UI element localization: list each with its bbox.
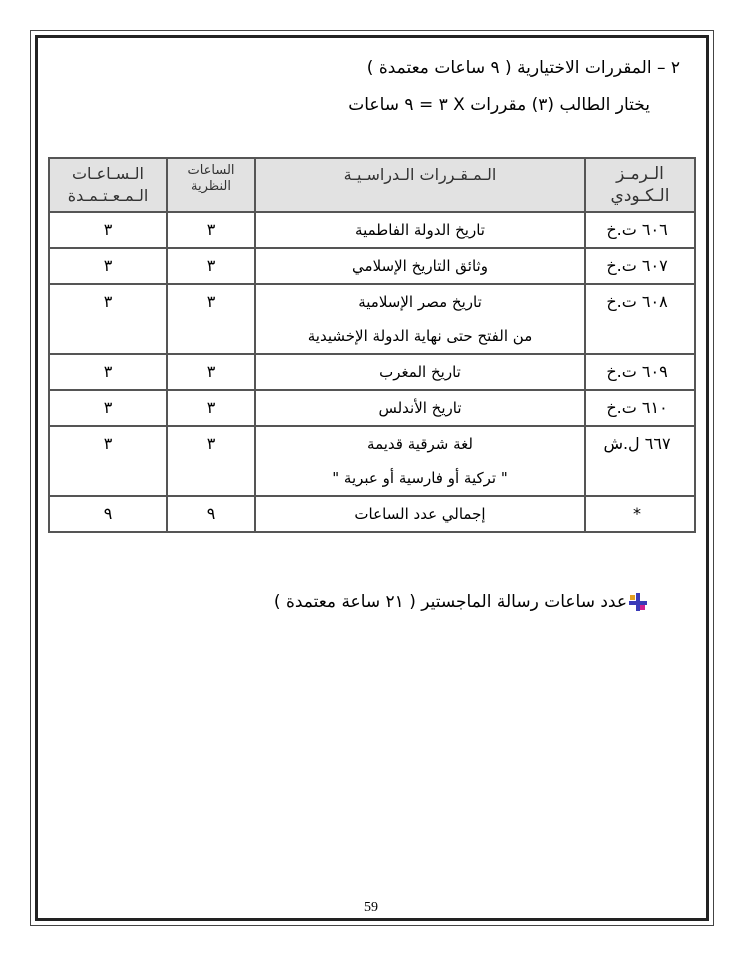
header-credit-line1: الـسـاعـات xyxy=(71,164,144,183)
theory-hours-value: ٣ xyxy=(206,256,216,275)
table-body xyxy=(49,212,695,532)
table-row xyxy=(49,284,695,354)
table-row xyxy=(49,426,695,496)
course-code-cell xyxy=(585,248,695,284)
course-code-cell xyxy=(585,426,695,496)
credit-hours-value: ٣ xyxy=(103,292,113,311)
credit-hours-cell xyxy=(49,426,167,496)
course-name-line: من الفتح حتى نهاية الدولة الإخشيدية xyxy=(307,327,533,345)
course-name-line: لغة شرقية قديمة xyxy=(367,435,473,453)
course-code: ٦٠٩ ت.خ xyxy=(606,362,668,381)
credit-hours-value: ٣ xyxy=(103,362,113,381)
course-code: ٦٠٧ ت.خ xyxy=(606,256,668,275)
course-code-cell xyxy=(585,496,695,532)
credit-hours-cell xyxy=(49,284,167,354)
course-name-cell xyxy=(255,354,585,390)
choice-rule: يختار الطالب (٣) مقررات X ٣ = ٩ ساعات xyxy=(348,95,650,115)
course-code-cell xyxy=(585,390,695,426)
theory-hours-cell xyxy=(167,284,255,354)
header-credit-hours xyxy=(49,158,167,212)
page-number: 59 xyxy=(364,900,378,915)
theory-hours-cell xyxy=(167,212,255,248)
course-name-cell xyxy=(255,390,585,426)
thesis-hours-text: عدد ساعات رسالة الماجستير ( ٢١ ساعة معتمدة ) xyxy=(273,592,627,612)
course-name-line: وثائق التاريخ الإسلامي xyxy=(352,257,488,275)
course-code: ٦٠٦ ت.خ xyxy=(606,220,668,239)
section-title: ٢ – المقررات الاختيارية ( ٩ ساعات معتمدة ) xyxy=(366,58,680,78)
course-code: * xyxy=(633,504,641,523)
theory-hours-value: ٣ xyxy=(206,398,216,417)
header-course: الـمـقـررات الـدراسـيـة xyxy=(255,158,585,212)
course-name-line: إجمالي عدد الساعات xyxy=(354,505,486,523)
course-name-line: تاريخ الأندلس xyxy=(378,399,462,417)
thesis-hours-note xyxy=(274,592,647,612)
course-name-cell xyxy=(255,284,585,354)
course-name-cell xyxy=(255,496,585,532)
table-row xyxy=(49,496,695,532)
theory-hours-cell xyxy=(167,496,255,532)
course-name-line: تاريخ المغرب xyxy=(379,363,461,381)
table-row xyxy=(49,248,695,284)
theory-hours-value: ٣ xyxy=(206,434,216,453)
theory-hours-cell xyxy=(167,248,255,284)
course-name-line: تاريخ الدولة الفاطمية xyxy=(355,221,485,239)
table-row xyxy=(49,212,695,248)
header-theory-line1: الساعات xyxy=(187,163,235,178)
table-header-row xyxy=(49,158,695,212)
credit-hours-cell xyxy=(49,496,167,532)
theory-hours-value: ٩ xyxy=(206,504,216,523)
credit-hours-value: ٩ xyxy=(103,504,113,523)
course-code-cell xyxy=(585,284,695,354)
courses-table xyxy=(48,157,696,533)
course-code: ٦١٠ ت.خ xyxy=(606,398,668,417)
table-row xyxy=(49,390,695,426)
header-code xyxy=(585,158,695,212)
credit-hours-value: ٣ xyxy=(103,434,113,453)
course-name-cell xyxy=(255,248,585,284)
theory-hours-cell xyxy=(167,390,255,426)
credit-hours-value: ٣ xyxy=(103,256,113,275)
theory-hours-value: ٣ xyxy=(206,362,216,381)
credit-hours-value: ٣ xyxy=(103,398,113,417)
course-code-cell xyxy=(585,354,695,390)
credit-hours-value: ٣ xyxy=(103,220,113,239)
header-theory-hours xyxy=(167,158,255,212)
header-code-line1: الـرمـز xyxy=(616,164,664,184)
header-theory-line2: النظرية xyxy=(191,179,231,194)
header-credit-line2: الـمـعـتـمـدة xyxy=(67,186,149,205)
theory-hours-cell xyxy=(167,426,255,496)
course-name-cell xyxy=(255,426,585,496)
theory-hours-value: ٣ xyxy=(206,220,216,239)
credit-hours-cell xyxy=(49,212,167,248)
bullet-cross-icon xyxy=(629,593,647,611)
credit-hours-cell xyxy=(49,354,167,390)
credit-hours-cell xyxy=(49,390,167,426)
theory-hours-value: ٣ xyxy=(206,292,216,311)
header-code-line2: الـكـودي xyxy=(610,186,670,206)
table-row xyxy=(49,354,695,390)
course-code: ٦٠٨ ت.خ xyxy=(606,292,668,311)
credit-hours-cell xyxy=(49,248,167,284)
theory-hours-cell xyxy=(167,354,255,390)
course-code-cell xyxy=(585,212,695,248)
course-name-line: " تركية أو فارسية أو عبرية " xyxy=(332,469,508,487)
course-name-line: تاريخ مصر الإسلامية xyxy=(358,293,482,311)
course-code: ٦٦٧ ل.ش xyxy=(603,434,671,453)
course-name-cell xyxy=(255,212,585,248)
